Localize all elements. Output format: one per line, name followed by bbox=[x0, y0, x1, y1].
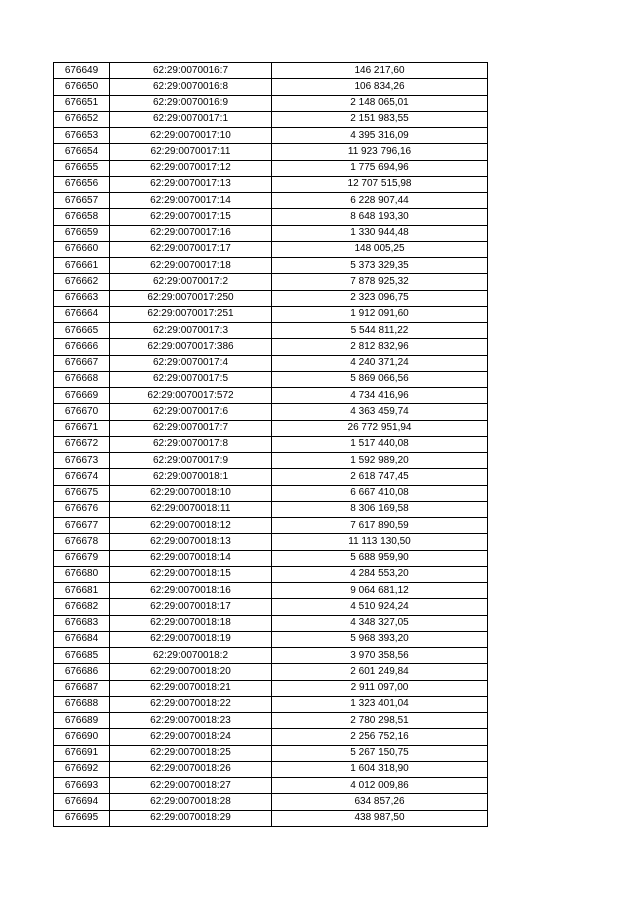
row-number-cell: 676670 bbox=[54, 404, 110, 420]
table-row bbox=[54, 290, 488, 306]
table-row bbox=[54, 371, 488, 387]
table-row bbox=[54, 160, 488, 176]
cadastral-number-cell: 62:29:0070017:5 bbox=[110, 371, 272, 387]
row-number-cell: 676693 bbox=[54, 778, 110, 794]
table-row bbox=[54, 713, 488, 729]
cadastral-number-cell: 62:29:0070017:6 bbox=[110, 404, 272, 420]
cadastral-number-cell: 62:29:0070016:8 bbox=[110, 79, 272, 95]
cadastral-number-cell: 62:29:0070018:24 bbox=[110, 729, 272, 745]
table-row bbox=[54, 404, 488, 420]
table-row bbox=[54, 453, 488, 469]
table-row bbox=[54, 794, 488, 810]
value-cell: 2 601 249,84 bbox=[272, 664, 488, 680]
value-cell: 5 869 066,56 bbox=[272, 371, 488, 387]
table-row bbox=[54, 485, 488, 501]
row-number-cell: 676660 bbox=[54, 241, 110, 257]
table-row bbox=[54, 323, 488, 339]
value-cell: 11 113 130,50 bbox=[272, 534, 488, 550]
table-row bbox=[54, 615, 488, 631]
table-row bbox=[54, 566, 488, 582]
cadastral-number-cell: 62:29:0070018:19 bbox=[110, 631, 272, 647]
value-cell: 5 267 150,75 bbox=[272, 745, 488, 761]
value-cell: 1 517 440,08 bbox=[272, 436, 488, 452]
value-cell: 1 604 318,90 bbox=[272, 761, 488, 777]
cadastral-number-cell: 62:29:0070018:1 bbox=[110, 469, 272, 485]
cadastral-number-cell: 62:29:0070017:251 bbox=[110, 306, 272, 322]
cadastral-number-cell: 62:29:0070018:12 bbox=[110, 518, 272, 534]
table-row bbox=[54, 518, 488, 534]
table-row bbox=[54, 339, 488, 355]
row-number-cell: 676665 bbox=[54, 323, 110, 339]
row-number-cell: 676673 bbox=[54, 453, 110, 469]
row-number-cell: 676684 bbox=[54, 631, 110, 647]
row-number-cell: 676655 bbox=[54, 160, 110, 176]
table-row bbox=[54, 79, 488, 95]
row-number-cell: 676674 bbox=[54, 469, 110, 485]
row-number-cell: 676661 bbox=[54, 258, 110, 274]
row-number-cell: 676695 bbox=[54, 810, 110, 826]
cadastral-number-cell: 62:29:0070017:572 bbox=[110, 388, 272, 404]
row-number-cell: 676675 bbox=[54, 485, 110, 501]
row-number-cell: 676651 bbox=[54, 95, 110, 111]
value-cell: 2 618 747,45 bbox=[272, 469, 488, 485]
table-row bbox=[54, 501, 488, 517]
value-cell: 4 734 416,96 bbox=[272, 388, 488, 404]
table-row bbox=[54, 388, 488, 404]
value-cell: 3 970 358,56 bbox=[272, 648, 488, 664]
cadastral-number-cell: 62:29:0070018:15 bbox=[110, 566, 272, 582]
cadastral-number-cell: 62:29:0070018:14 bbox=[110, 550, 272, 566]
row-number-cell: 676663 bbox=[54, 290, 110, 306]
table-row bbox=[54, 128, 488, 144]
table-row bbox=[54, 355, 488, 371]
value-cell: 4 363 459,74 bbox=[272, 404, 488, 420]
cadastral-number-cell: 62:29:0070018:17 bbox=[110, 599, 272, 615]
value-cell: 146 217,60 bbox=[272, 63, 488, 79]
row-number-cell: 676668 bbox=[54, 371, 110, 387]
value-cell: 1 775 694,96 bbox=[272, 160, 488, 176]
row-number-cell: 676680 bbox=[54, 566, 110, 582]
table-row bbox=[54, 306, 488, 322]
value-cell: 5 373 329,35 bbox=[272, 258, 488, 274]
table-row bbox=[54, 274, 488, 290]
cadastral-number-cell: 62:29:0070018:21 bbox=[110, 680, 272, 696]
table-row bbox=[54, 469, 488, 485]
table-row bbox=[54, 745, 488, 761]
table-row bbox=[54, 209, 488, 225]
row-number-cell: 676662 bbox=[54, 274, 110, 290]
value-cell: 1 912 091,60 bbox=[272, 306, 488, 322]
value-cell: 6 228 907,44 bbox=[272, 193, 488, 209]
cadastral-number-cell: 62:29:0070017:8 bbox=[110, 436, 272, 452]
cadastral-number-cell: 62:29:0070017:1 bbox=[110, 111, 272, 127]
value-cell: 1 323 401,04 bbox=[272, 696, 488, 712]
cadastral-number-cell: 62:29:0070016:7 bbox=[110, 63, 272, 79]
table-row bbox=[54, 583, 488, 599]
value-cell: 634 857,26 bbox=[272, 794, 488, 810]
cadastral-number-cell: 62:29:0070017:18 bbox=[110, 258, 272, 274]
row-number-cell: 676681 bbox=[54, 583, 110, 599]
cadastral-number-cell: 62:29:0070017:3 bbox=[110, 323, 272, 339]
cadastral-number-cell: 62:29:0070017:7 bbox=[110, 420, 272, 436]
cadastral-number-cell: 62:29:0070018:16 bbox=[110, 583, 272, 599]
table-row bbox=[54, 436, 488, 452]
cadastral-number-cell: 62:29:0070017:16 bbox=[110, 225, 272, 241]
value-cell: 2 323 096,75 bbox=[272, 290, 488, 306]
row-number-cell: 676657 bbox=[54, 193, 110, 209]
table-row bbox=[54, 95, 488, 111]
cadastral-number-cell: 62:29:0070017:2 bbox=[110, 274, 272, 290]
cadastral-number-cell: 62:29:0070017:386 bbox=[110, 339, 272, 355]
value-cell: 4 510 924,24 bbox=[272, 599, 488, 615]
table-row bbox=[54, 176, 488, 192]
row-number-cell: 676682 bbox=[54, 599, 110, 615]
row-number-cell: 676688 bbox=[54, 696, 110, 712]
value-cell: 148 005,25 bbox=[272, 241, 488, 257]
cadastral-number-cell: 62:29:0070017:11 bbox=[110, 144, 272, 160]
table-row bbox=[54, 729, 488, 745]
cadastral-number-cell: 62:29:0070018:10 bbox=[110, 485, 272, 501]
row-number-cell: 676683 bbox=[54, 615, 110, 631]
cadastral-number-cell: 62:29:0070017:4 bbox=[110, 355, 272, 371]
value-cell: 5 544 811,22 bbox=[272, 323, 488, 339]
table-row bbox=[54, 63, 488, 79]
cadastral-number-cell: 62:29:0070018:13 bbox=[110, 534, 272, 550]
row-number-cell: 676686 bbox=[54, 664, 110, 680]
value-cell: 6 667 410,08 bbox=[272, 485, 488, 501]
value-cell: 8 306 169,58 bbox=[272, 501, 488, 517]
row-number-cell: 676676 bbox=[54, 501, 110, 517]
table-row bbox=[54, 810, 488, 826]
cadastral-number-cell: 62:29:0070018:27 bbox=[110, 778, 272, 794]
row-number-cell: 676659 bbox=[54, 225, 110, 241]
row-number-cell: 676649 bbox=[54, 63, 110, 79]
table-row bbox=[54, 680, 488, 696]
value-cell: 1 592 989,20 bbox=[272, 453, 488, 469]
table-row bbox=[54, 241, 488, 257]
row-number-cell: 676689 bbox=[54, 713, 110, 729]
row-number-cell: 676652 bbox=[54, 111, 110, 127]
value-cell: 7 878 925,32 bbox=[272, 274, 488, 290]
cadastral-number-cell: 62:29:0070018:28 bbox=[110, 794, 272, 810]
row-number-cell: 676669 bbox=[54, 388, 110, 404]
cadastral-number-cell: 62:29:0070017:17 bbox=[110, 241, 272, 257]
table-row bbox=[54, 664, 488, 680]
row-number-cell: 676677 bbox=[54, 518, 110, 534]
row-number-cell: 676672 bbox=[54, 436, 110, 452]
cadastral-number-cell: 62:29:0070018:11 bbox=[110, 501, 272, 517]
cadastral-number-cell: 62:29:0070017:250 bbox=[110, 290, 272, 306]
value-cell: 26 772 951,94 bbox=[272, 420, 488, 436]
row-number-cell: 676658 bbox=[54, 209, 110, 225]
value-cell: 4 395 316,09 bbox=[272, 128, 488, 144]
table-row bbox=[54, 631, 488, 647]
table-row bbox=[54, 193, 488, 209]
table-body bbox=[54, 63, 488, 827]
cadastral-number-cell: 62:29:0070018:23 bbox=[110, 713, 272, 729]
cadastral-number-cell: 62:29:0070018:25 bbox=[110, 745, 272, 761]
row-number-cell: 676653 bbox=[54, 128, 110, 144]
cadastral-number-cell: 62:29:0070018:29 bbox=[110, 810, 272, 826]
cadastral-number-cell: 62:29:0070017:9 bbox=[110, 453, 272, 469]
value-cell: 4 348 327,05 bbox=[272, 615, 488, 631]
row-number-cell: 676654 bbox=[54, 144, 110, 160]
table-row bbox=[54, 144, 488, 160]
value-cell: 4 240 371,24 bbox=[272, 355, 488, 371]
table-row bbox=[54, 778, 488, 794]
cadastral-number-cell: 62:29:0070017:12 bbox=[110, 160, 272, 176]
table-row bbox=[54, 599, 488, 615]
cadastral-number-cell: 62:29:0070017:13 bbox=[110, 176, 272, 192]
cadastral-number-cell: 62:29:0070017:15 bbox=[110, 209, 272, 225]
value-cell: 2 151 983,55 bbox=[272, 111, 488, 127]
row-number-cell: 676691 bbox=[54, 745, 110, 761]
value-cell: 11 923 796,16 bbox=[272, 144, 488, 160]
cadastral-number-cell: 62:29:0070018:20 bbox=[110, 664, 272, 680]
cadastral-number-cell: 62:29:0070018:22 bbox=[110, 696, 272, 712]
value-cell: 1 330 944,48 bbox=[272, 225, 488, 241]
cadastral-number-cell: 62:29:0070016:9 bbox=[110, 95, 272, 111]
cadastral-number-cell: 62:29:0070018:18 bbox=[110, 615, 272, 631]
table-row bbox=[54, 696, 488, 712]
value-cell: 8 648 193,30 bbox=[272, 209, 488, 225]
table-row bbox=[54, 111, 488, 127]
value-cell: 2 148 065,01 bbox=[272, 95, 488, 111]
value-cell: 106 834,26 bbox=[272, 79, 488, 95]
row-number-cell: 676664 bbox=[54, 306, 110, 322]
value-cell: 2 256 752,16 bbox=[272, 729, 488, 745]
row-number-cell: 676679 bbox=[54, 550, 110, 566]
cadastral-number-cell: 62:29:0070018:2 bbox=[110, 648, 272, 664]
cadastral-number-cell: 62:29:0070017:10 bbox=[110, 128, 272, 144]
cadastral-number-cell: 62:29:0070018:26 bbox=[110, 761, 272, 777]
value-cell: 12 707 515,98 bbox=[272, 176, 488, 192]
table-row bbox=[54, 761, 488, 777]
value-cell: 438 987,50 bbox=[272, 810, 488, 826]
row-number-cell: 676656 bbox=[54, 176, 110, 192]
row-number-cell: 676678 bbox=[54, 534, 110, 550]
value-cell: 7 617 890,59 bbox=[272, 518, 488, 534]
value-cell: 2 911 097,00 bbox=[272, 680, 488, 696]
row-number-cell: 676694 bbox=[54, 794, 110, 810]
row-number-cell: 676685 bbox=[54, 648, 110, 664]
row-number-cell: 676671 bbox=[54, 420, 110, 436]
table-row bbox=[54, 225, 488, 241]
cadastral-number-cell: 62:29:0070017:14 bbox=[110, 193, 272, 209]
cadastral-value-table bbox=[53, 62, 488, 827]
value-cell: 4 012 009,86 bbox=[272, 778, 488, 794]
table-row bbox=[54, 534, 488, 550]
row-number-cell: 676692 bbox=[54, 761, 110, 777]
row-number-cell: 676667 bbox=[54, 355, 110, 371]
table-row bbox=[54, 258, 488, 274]
value-cell: 9 064 681,12 bbox=[272, 583, 488, 599]
value-cell: 2 780 298,51 bbox=[272, 713, 488, 729]
value-cell: 2 812 832,96 bbox=[272, 339, 488, 355]
value-cell: 5 968 393,20 bbox=[272, 631, 488, 647]
table-row bbox=[54, 550, 488, 566]
table-row bbox=[54, 420, 488, 436]
value-cell: 4 284 553,20 bbox=[272, 566, 488, 582]
table-row bbox=[54, 648, 488, 664]
row-number-cell: 676650 bbox=[54, 79, 110, 95]
value-cell: 5 688 959,90 bbox=[272, 550, 488, 566]
row-number-cell: 676690 bbox=[54, 729, 110, 745]
row-number-cell: 676666 bbox=[54, 339, 110, 355]
row-number-cell: 676687 bbox=[54, 680, 110, 696]
